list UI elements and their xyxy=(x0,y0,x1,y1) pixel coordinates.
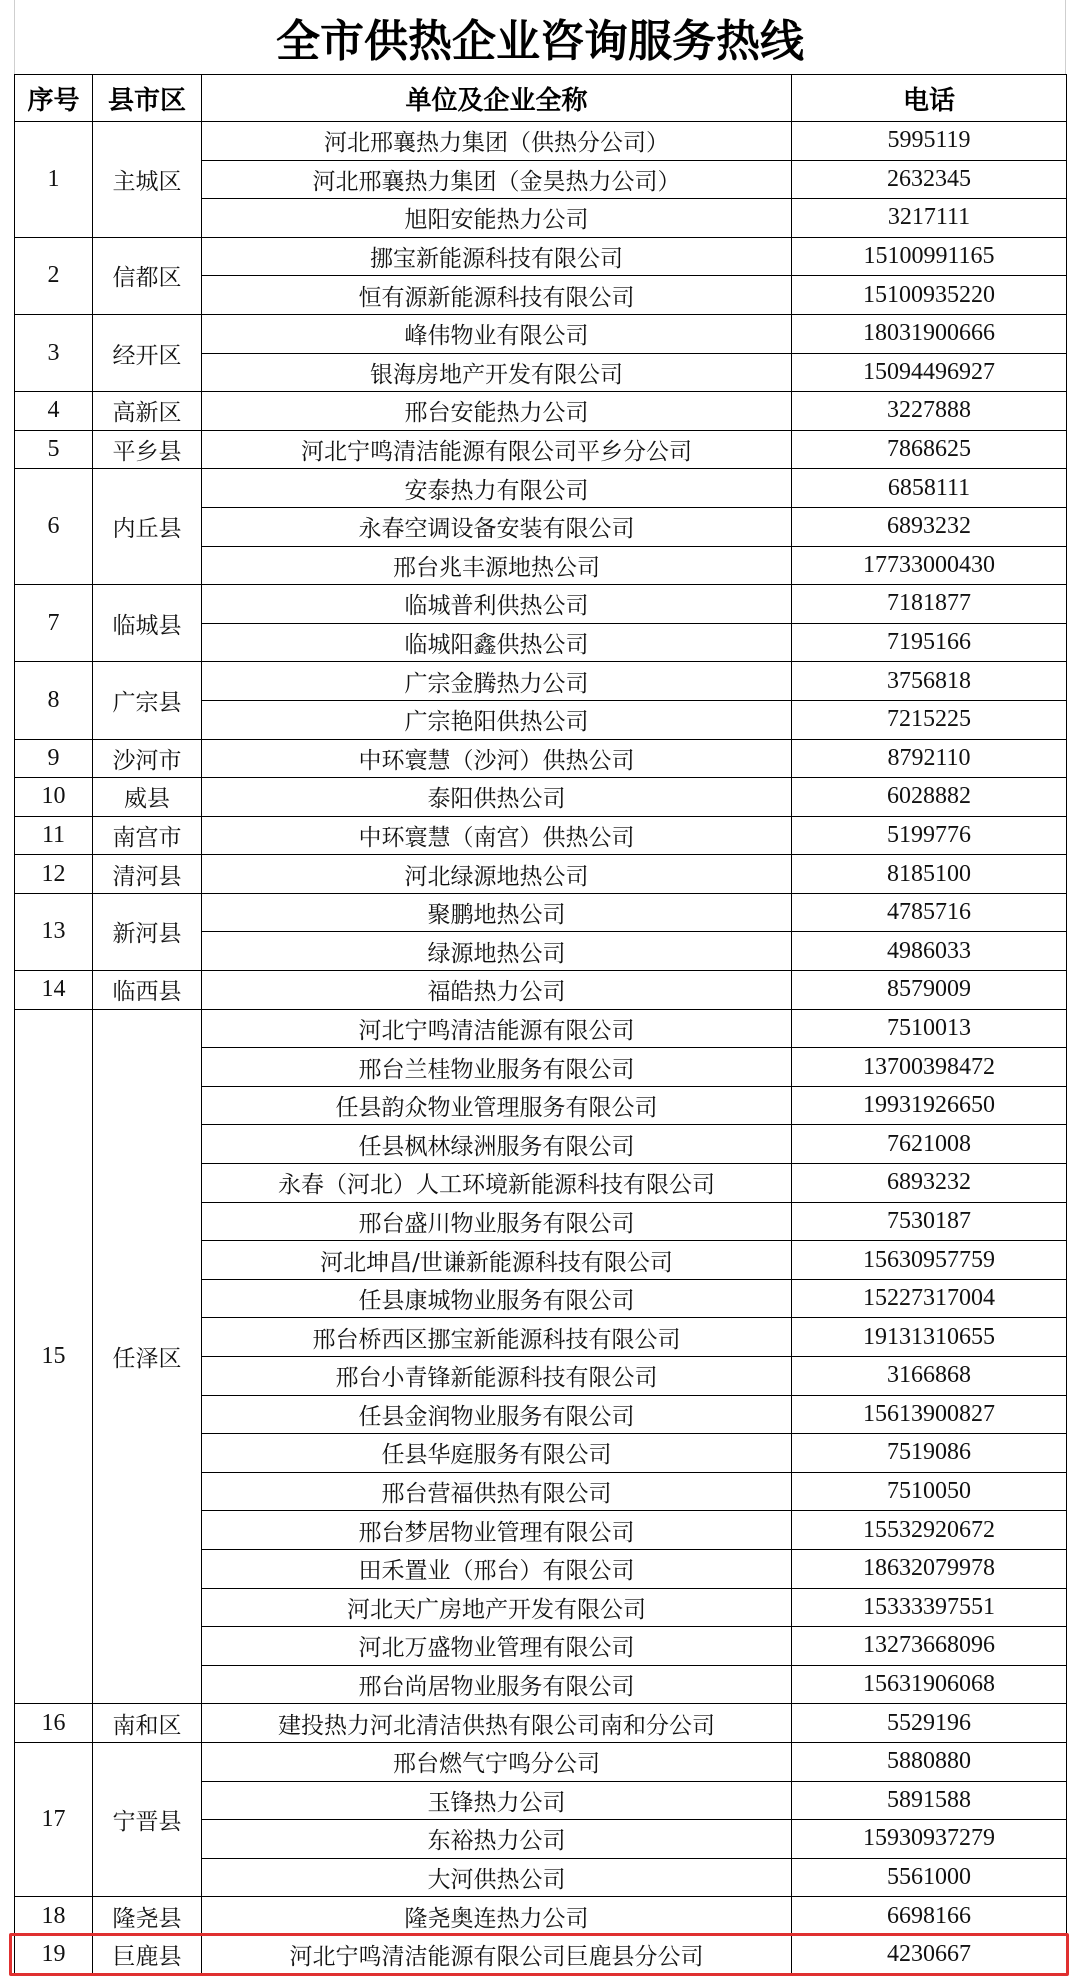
company-cell: 挪宝新能源科技有限公司 xyxy=(202,237,792,276)
company-cell: 银海房地产开发有限公司 xyxy=(202,353,792,392)
table-row xyxy=(15,662,1067,701)
company-cell: 玉锋热力公司 xyxy=(202,1781,792,1820)
table-row xyxy=(15,816,1067,855)
phone-cell: 5199776 xyxy=(792,816,1067,855)
header-district: 县市区 xyxy=(93,75,202,122)
phone-cell: 5880880 xyxy=(792,1742,1067,1781)
header-company: 单位及企业全称 xyxy=(202,75,792,122)
company-cell: 恒有源新能源科技有限公司 xyxy=(202,276,792,315)
company-cell: 中环寰慧（沙河）供热公司 xyxy=(202,739,792,778)
district-cell: 内丘县 xyxy=(93,469,202,585)
company-cell: 福皓热力公司 xyxy=(202,971,792,1010)
phone-cell: 15630957759 xyxy=(792,1241,1067,1280)
phone-cell: 7195166 xyxy=(792,623,1067,662)
table-row xyxy=(15,1704,1067,1743)
company-cell: 邢台兰桂物业服务有限公司 xyxy=(202,1048,792,1087)
phone-cell: 8792110 xyxy=(792,739,1067,778)
table-row xyxy=(15,469,1067,508)
company-cell: 东裕热力公司 xyxy=(202,1820,792,1859)
phone-cell: 7868625 xyxy=(792,430,1067,469)
company-cell: 河北邢襄热力集团（金昊热力公司） xyxy=(202,160,792,199)
seq-cell: 6 xyxy=(15,469,93,585)
table-row xyxy=(15,971,1067,1010)
seq-cell: 2 xyxy=(15,237,93,314)
company-cell: 邢台燃气宁鸣分公司 xyxy=(202,1742,792,1781)
phone-cell: 3227888 xyxy=(792,392,1067,431)
phone-cell: 13700398472 xyxy=(792,1048,1067,1087)
company-cell: 邢台盛川物业服务有限公司 xyxy=(202,1202,792,1241)
company-cell: 临城普利供热公司 xyxy=(202,585,792,624)
table-row xyxy=(15,430,1067,469)
district-cell: 清河县 xyxy=(93,855,202,894)
company-cell: 任县韵众物业管理服务有限公司 xyxy=(202,1086,792,1125)
table-row xyxy=(15,1009,1067,1048)
district-cell: 平乡县 xyxy=(93,430,202,469)
page-title: 全市供热企业咨询服务热线 xyxy=(14,0,1066,74)
company-cell: 永春空调设备安装有限公司 xyxy=(202,507,792,546)
seq-cell: 12 xyxy=(15,855,93,894)
company-cell: 聚鹏地热公司 xyxy=(202,893,792,932)
company-cell: 广宗金腾热力公司 xyxy=(202,662,792,701)
hotline-table xyxy=(14,74,1067,1976)
table-row xyxy=(15,314,1067,353)
company-cell: 田禾置业（邢台）有限公司 xyxy=(202,1549,792,1588)
table-row xyxy=(15,1742,1067,1781)
phone-cell: 7530187 xyxy=(792,1202,1067,1241)
table-row xyxy=(15,1935,1067,1974)
company-cell: 邢台营福供热有限公司 xyxy=(202,1472,792,1511)
district-cell: 信都区 xyxy=(93,237,202,314)
district-cell: 宁晋县 xyxy=(93,1742,202,1896)
seq-cell: 16 xyxy=(15,1704,93,1743)
hotline-sheet xyxy=(14,0,1066,1976)
company-cell: 永春（河北）人工环境新能源科技有限公司 xyxy=(202,1164,792,1203)
phone-cell: 18632079978 xyxy=(792,1549,1067,1588)
header-seq: 序号 xyxy=(15,75,93,122)
district-cell: 隆尧县 xyxy=(93,1897,202,1936)
table-row xyxy=(15,739,1067,778)
seq-cell: 7 xyxy=(15,585,93,662)
table-row xyxy=(15,855,1067,894)
seq-cell: 3 xyxy=(15,314,93,391)
phone-cell: 4986033 xyxy=(792,932,1067,971)
company-cell: 旭阳安能热力公司 xyxy=(202,199,792,238)
phone-cell: 5995119 xyxy=(792,122,1067,161)
company-cell: 河北邢襄热力集团（供热分公司） xyxy=(202,122,792,161)
district-cell: 高新区 xyxy=(93,392,202,431)
phone-cell: 17733000430 xyxy=(792,546,1067,585)
seq-cell: 11 xyxy=(15,816,93,855)
company-cell: 临城阳鑫供热公司 xyxy=(202,623,792,662)
seq-cell: 13 xyxy=(15,893,93,970)
company-cell: 邢台尚居物业服务有限公司 xyxy=(202,1665,792,1704)
phone-cell: 6698166 xyxy=(792,1897,1067,1936)
seq-cell: 1 xyxy=(15,122,93,238)
company-cell: 邢台桥西区挪宝新能源科技有限公司 xyxy=(202,1318,792,1357)
company-cell: 河北天广房地产开发有限公司 xyxy=(202,1588,792,1627)
seq-cell: 5 xyxy=(15,430,93,469)
company-cell: 广宗艳阳供热公司 xyxy=(202,700,792,739)
company-cell: 邢台梦居物业管理有限公司 xyxy=(202,1511,792,1550)
phone-cell: 15333397551 xyxy=(792,1588,1067,1627)
phone-cell: 13273668096 xyxy=(792,1627,1067,1666)
phone-cell: 19931926650 xyxy=(792,1086,1067,1125)
phone-cell: 4230667 xyxy=(792,1935,1067,1974)
phone-cell: 8185100 xyxy=(792,855,1067,894)
phone-cell: 3217111 xyxy=(792,199,1067,238)
phone-cell: 15930937279 xyxy=(792,1820,1067,1859)
table-row xyxy=(15,122,1067,161)
header-phone: 电话 xyxy=(792,75,1067,122)
company-cell: 河北宁鸣清洁能源有限公司巨鹿县分公司 xyxy=(202,1935,792,1974)
phone-cell: 15100991165 xyxy=(792,237,1067,276)
phone-cell: 15094496927 xyxy=(792,353,1067,392)
district-cell: 巨鹿县 xyxy=(93,1935,202,1974)
company-cell: 峰伟物业有限公司 xyxy=(202,314,792,353)
company-cell: 邢台兆丰源地热公司 xyxy=(202,546,792,585)
phone-cell: 6893232 xyxy=(792,507,1067,546)
phone-cell: 5891588 xyxy=(792,1781,1067,1820)
company-cell: 任县华庭服务有限公司 xyxy=(202,1434,792,1473)
district-cell: 广宗县 xyxy=(93,662,202,739)
seq-cell: 8 xyxy=(15,662,93,739)
table-header-row xyxy=(15,75,1067,122)
table-body xyxy=(15,122,1067,1975)
district-cell: 任泽区 xyxy=(93,1009,202,1704)
phone-cell: 15532920672 xyxy=(792,1511,1067,1550)
phone-cell: 15100935220 xyxy=(792,276,1067,315)
phone-cell: 7519086 xyxy=(792,1434,1067,1473)
table-row xyxy=(15,237,1067,276)
company-cell: 河北坤昌/世谦新能源科技有限公司 xyxy=(202,1241,792,1280)
district-cell: 经开区 xyxy=(93,314,202,391)
table-row xyxy=(15,1897,1067,1936)
company-cell: 邢台小青锋新能源科技有限公司 xyxy=(202,1357,792,1396)
company-cell: 邢台安能热力公司 xyxy=(202,392,792,431)
company-cell: 河北宁鸣清洁能源有限公司 xyxy=(202,1009,792,1048)
company-cell: 中环寰慧（南宫）供热公司 xyxy=(202,816,792,855)
phone-cell: 7215225 xyxy=(792,700,1067,739)
phone-cell: 6893232 xyxy=(792,1164,1067,1203)
phone-cell: 5529196 xyxy=(792,1704,1067,1743)
company-cell: 绿源地热公司 xyxy=(202,932,792,971)
phone-cell: 5561000 xyxy=(792,1858,1067,1897)
company-cell: 大河供热公司 xyxy=(202,1858,792,1897)
seq-cell: 18 xyxy=(15,1897,93,1936)
phone-cell: 7621008 xyxy=(792,1125,1067,1164)
company-cell: 任县枫林绿洲服务有限公司 xyxy=(202,1125,792,1164)
company-cell: 安泰热力有限公司 xyxy=(202,469,792,508)
company-cell: 河北宁鸣清洁能源有限公司平乡分公司 xyxy=(202,430,792,469)
table-row xyxy=(15,585,1067,624)
district-cell: 沙河市 xyxy=(93,739,202,778)
table-row xyxy=(15,893,1067,932)
company-cell: 隆尧奥连热力公司 xyxy=(202,1897,792,1936)
seq-cell: 14 xyxy=(15,971,93,1010)
seq-cell: 9 xyxy=(15,739,93,778)
seq-cell: 19 xyxy=(15,1935,93,1974)
district-cell: 南宫市 xyxy=(93,816,202,855)
phone-cell: 3756818 xyxy=(792,662,1067,701)
company-cell: 任县康城物业服务有限公司 xyxy=(202,1279,792,1318)
district-cell: 主城区 xyxy=(93,122,202,238)
seq-cell: 17 xyxy=(15,1742,93,1896)
phone-cell: 2632345 xyxy=(792,160,1067,199)
phone-cell: 6858111 xyxy=(792,469,1067,508)
phone-cell: 15613900827 xyxy=(792,1395,1067,1434)
seq-cell: 15 xyxy=(15,1009,93,1704)
company-cell: 建投热力河北清洁供热有限公司南和分公司 xyxy=(202,1704,792,1743)
company-cell: 河北绿源地热公司 xyxy=(202,855,792,894)
phone-cell: 7510050 xyxy=(792,1472,1067,1511)
district-cell: 威县 xyxy=(93,778,202,817)
district-cell: 临西县 xyxy=(93,971,202,1010)
seq-cell: 4 xyxy=(15,392,93,431)
phone-cell: 18031900666 xyxy=(792,314,1067,353)
phone-cell: 7181877 xyxy=(792,585,1067,624)
table-row xyxy=(15,778,1067,817)
district-cell: 临城县 xyxy=(93,585,202,662)
phone-cell: 6028882 xyxy=(792,778,1067,817)
phone-cell: 15631906068 xyxy=(792,1665,1067,1704)
phone-cell: 19131310655 xyxy=(792,1318,1067,1357)
company-cell: 任县金润物业服务有限公司 xyxy=(202,1395,792,1434)
phone-cell: 8579009 xyxy=(792,971,1067,1010)
district-cell: 新河县 xyxy=(93,893,202,970)
company-cell: 泰阳供热公司 xyxy=(202,778,792,817)
seq-cell: 10 xyxy=(15,778,93,817)
phone-cell: 7510013 xyxy=(792,1009,1067,1048)
phone-cell: 3166868 xyxy=(792,1357,1067,1396)
phone-cell: 15227317004 xyxy=(792,1279,1067,1318)
phone-cell: 4785716 xyxy=(792,893,1067,932)
district-cell: 南和区 xyxy=(93,1704,202,1743)
company-cell: 河北万盛物业管理有限公司 xyxy=(202,1627,792,1666)
table-row xyxy=(15,392,1067,431)
